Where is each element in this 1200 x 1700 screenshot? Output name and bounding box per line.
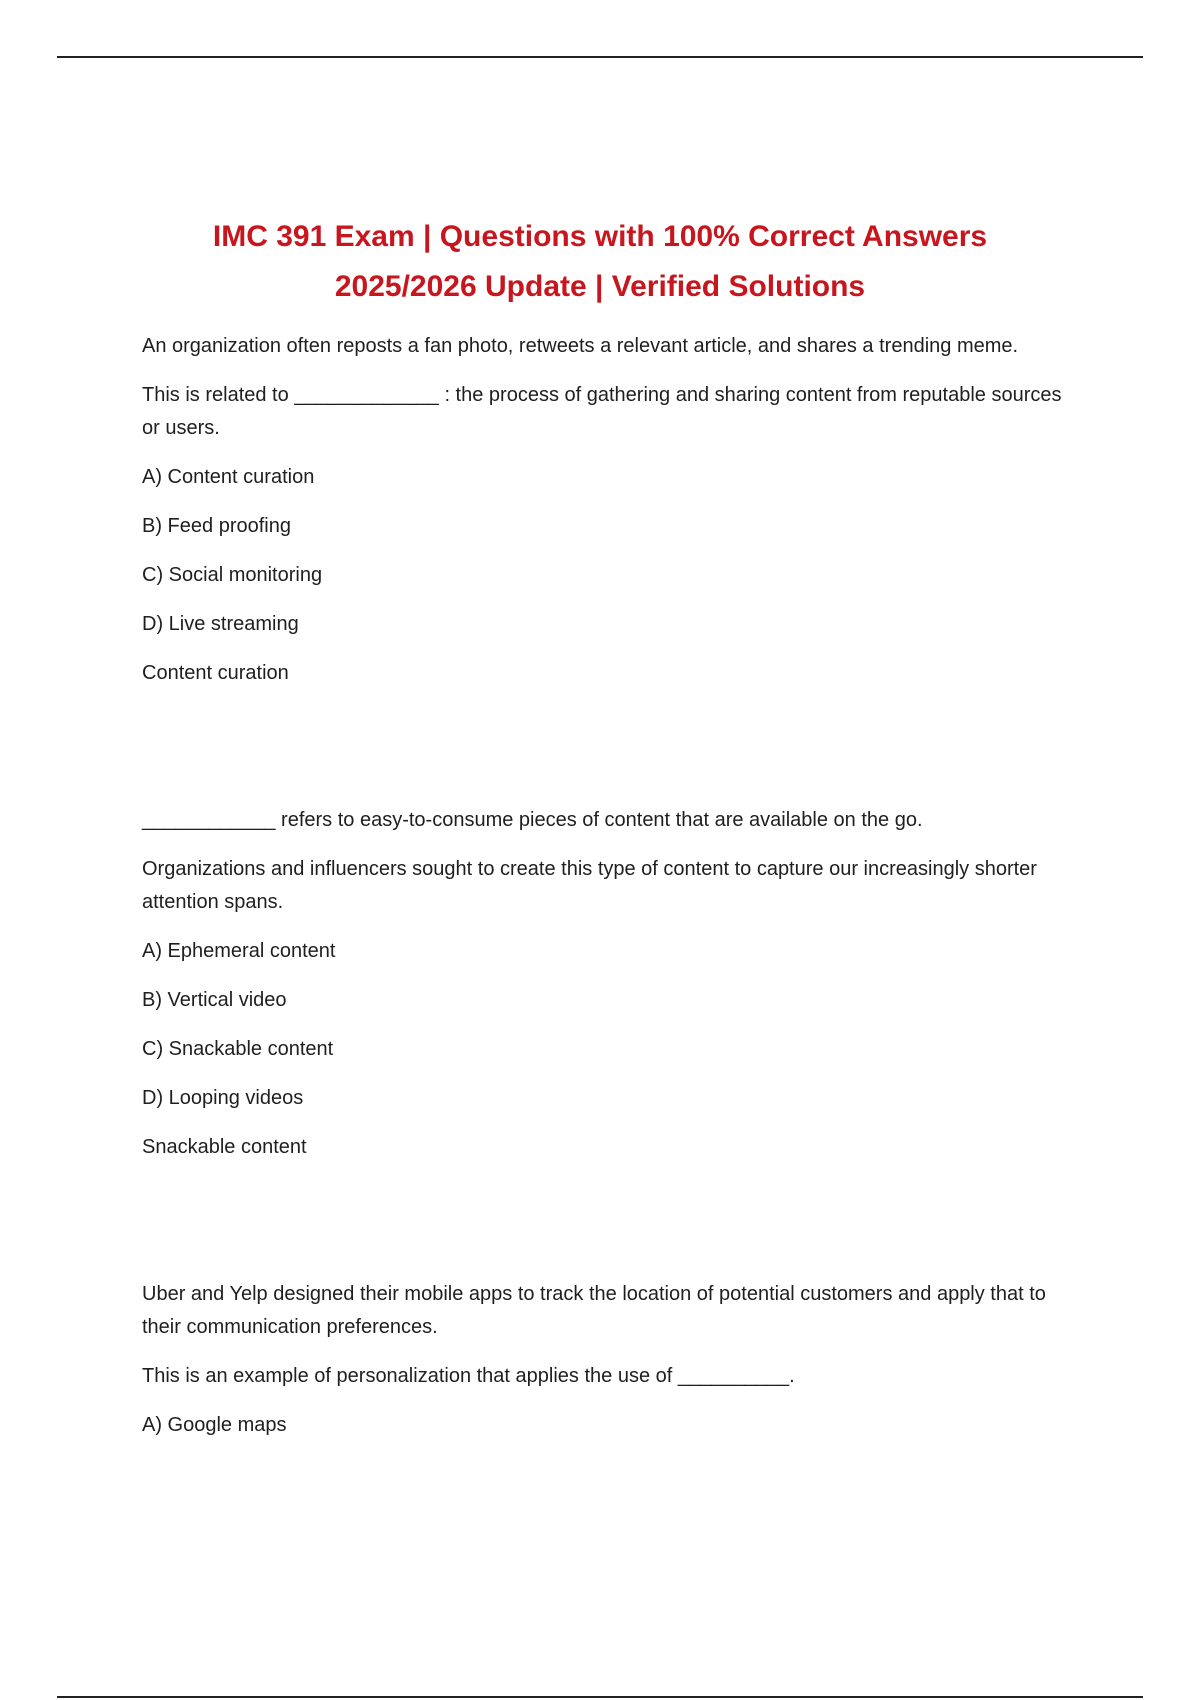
question-prompt: This is an example of personalization that applies the use of __________. [142, 1365, 795, 1387]
option-a: A) Ephemeral content [142, 940, 336, 962]
question-stem: ____________ refers to easy-to-consume pieces of content that are available on the go. [142, 809, 923, 831]
question-stem: An organization often reposts a fan photo, retweets a relevant article, and shares a trending meme. [142, 335, 1019, 357]
question-prompt: Organizations and influencers sought to create this type of content to capture our increasingly shorter attention spans. [142, 858, 1037, 913]
answer: Snackable content [142, 1136, 307, 1158]
title-line-1: IMC 391 Exam | Questions with 100% Correct Answers [212, 220, 988, 253]
title-line-2: 2025/2026 Update | Verified Solutions [334, 270, 866, 303]
option-a: A) Content curation [142, 466, 315, 488]
option-d: D) Live streaming [142, 613, 299, 635]
option-c: C) Snackable content [142, 1038, 334, 1060]
header-rule [57, 56, 1143, 58]
question-3 [142, 1278, 1072, 1442]
question-list [142, 330, 1072, 1458]
option-d: D) Looping videos [142, 1087, 304, 1109]
option-b: B) Feed proofing [142, 515, 291, 537]
option-c: C) Social monitoring [142, 564, 323, 586]
question-prompt: This is related to _____________ : the process of gathering and sharing content from reputable sources or users. [142, 384, 1062, 439]
question-1 [142, 330, 1072, 690]
footer-rule [57, 1696, 1143, 1698]
answer: Content curation [142, 662, 289, 684]
document-title [100, 212, 1100, 312]
option-a: A) Google maps [142, 1414, 287, 1436]
option-b: B) Vertical video [142, 989, 287, 1011]
question-2 [142, 804, 1072, 1164]
question-stem: Uber and Yelp designed their mobile apps to track the location of potential customers and apply that to their communication preferences. [142, 1283, 1046, 1338]
